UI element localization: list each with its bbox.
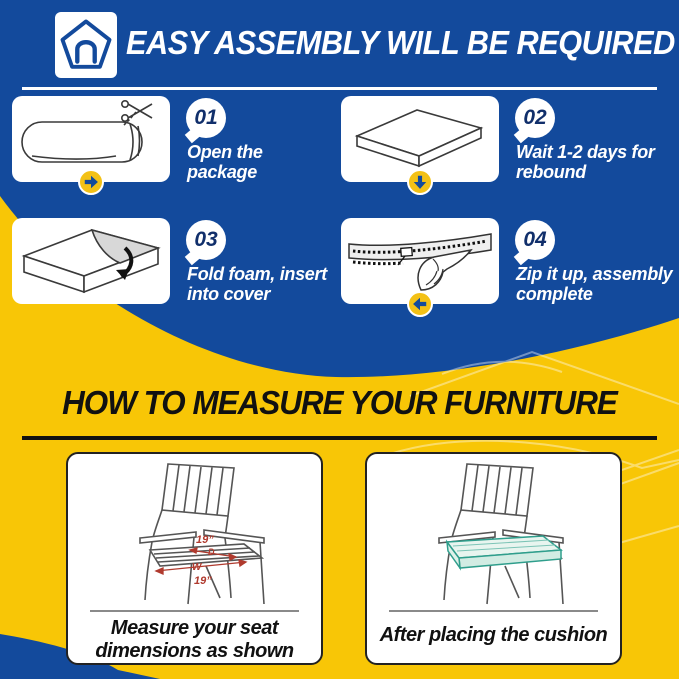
pentagon-home-icon [59, 16, 113, 74]
step4-label: Zip it up, assembly complete [516, 264, 673, 304]
step2-label: Wait 1-2 days for rebound [516, 142, 655, 182]
step1-number-bubble [186, 98, 226, 138]
step2-number: 02 [523, 106, 547, 129]
step4-arrow-badge [407, 291, 433, 317]
chair-with-cushion-illustration [395, 458, 595, 608]
measure-card-caption: Measure your seat dimensions as shown [95, 617, 294, 662]
step2-number-bubble [515, 98, 555, 138]
depth-label-annotation: D [208, 547, 215, 557]
step1-label: Open the package [187, 142, 263, 182]
caption-divider [90, 610, 299, 612]
arrow-left-icon [411, 295, 429, 313]
step1-number: 01 [194, 106, 218, 129]
arrow-down-icon [411, 173, 429, 191]
page-title: EASY ASSEMBLY WILL BE REQUIRED [126, 24, 675, 61]
width-label-annotation: W [192, 562, 202, 573]
arrow-right-icon [82, 173, 100, 191]
step4-number: 04 [523, 228, 547, 251]
measure-card-cushion [365, 452, 622, 665]
step3-number-bubble [186, 220, 226, 260]
width-value-annotation: 19” [194, 575, 212, 587]
step3-label: Fold foam, insert into cover [187, 264, 327, 304]
cushion-card-caption: After placing the cushion [379, 624, 608, 646]
brand-logo [55, 12, 117, 78]
step2-arrow-badge [407, 169, 433, 195]
header-divider [22, 87, 657, 90]
step1-arrow-badge [78, 169, 104, 195]
step3-card [12, 218, 170, 304]
chair-with-dimensions-illustration [96, 458, 296, 608]
depth-value-annotation: 19” [196, 534, 214, 546]
step3-number: 03 [194, 228, 218, 251]
caption-divider [389, 610, 598, 612]
measure-card-dimensions [66, 452, 323, 665]
step4-number-bubble [515, 220, 555, 260]
step3-fold-illustration [12, 218, 170, 304]
measure-section-title: HOW TO MEASURE YOUR FURNITURE [62, 384, 617, 421]
measure-divider [22, 436, 657, 440]
